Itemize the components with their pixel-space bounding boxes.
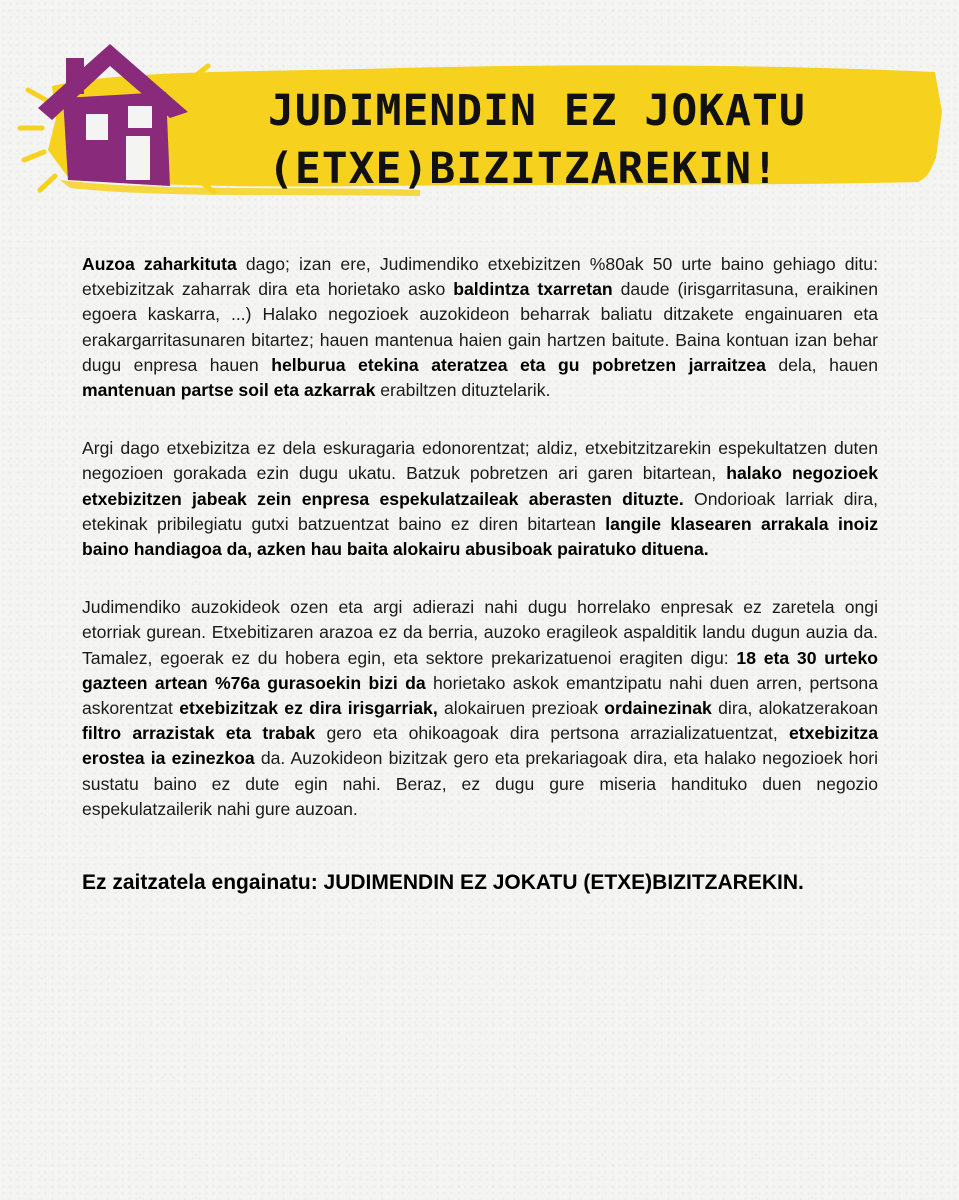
closing-statement: Ez zaitzatela engainatu: JUDIMENDIN EZ JOKATU (ETXE)BIZITZAREKIN. (82, 871, 804, 895)
bold-run: langile klasearen arrakala inoiz baino handiagoa da, azken hau baita alokairu abusiboak pairatuko dituena. (82, 513, 879, 560)
title-line-1: JUDIMENDIN EZ JOKATU (268, 86, 806, 136)
text-run: dira, alokatzerakoan (711, 698, 878, 719)
body-text (82, 252, 878, 897)
text-run: erabiltzen dituztelarik. (375, 380, 551, 401)
bold-run: halako negozioek etxebizitzen jabeak zein enpresa espekulatzaileak aberasten dituzte. (82, 463, 879, 509)
bold-run: 18 eta 30 urteko gazteen artean %76a gurasoekin bizi da (82, 647, 878, 693)
bold-run: etxebizitza erostea ia ezinezkoa (82, 723, 878, 769)
text-run: da. Auzokideon bizitzak gero eta prekariagoak dira, eta halako negozioek hori sustatu baino ez dute egin nahi. Beraz, ez dugu gure miseria handituko duen negozio espekulatzailerik nahi gure auzoan. (82, 748, 878, 819)
bold-run: etxebizitzak ez dira irisgarriak, (179, 698, 438, 719)
text-run: Ondorioak larriak dira, etekinak pribilegiatu gutxi batzuentzat baino ez diren bitartean (82, 488, 878, 534)
house-window-right (128, 106, 152, 128)
house-door (126, 136, 150, 180)
text-run: alokairuen prezioak (437, 698, 605, 719)
text-run: daude (irisgarritasuna, eraikinen egoera kaskarra, ...) Halako negozioek auzokideon beharrak baliatu ditzakete engainuaren eta erakargarritasunaren bitartez; hauen mantenua haien gain hartzen baitute. Baina kontuan izan behar dugu enpresa hauen (82, 279, 878, 375)
text-run: dago; izan ere, Judimendiko etxebizitzen %80ak 50 urte baino gehiago ditu: etxebizitzak zaharrak dira eta horietako asko (82, 254, 878, 300)
house-body (63, 92, 170, 186)
text-run: Argi dago etxebizitza ez dela eskuragaria edonorentzat; aldiz, etxebitzitzarekin espekultatzen duten negozioen gorakada ezin dugu ukatu. Batzuk pobretzen ari garen bitartean, (82, 438, 878, 484)
text-run: gero eta ohikoagoak dira pertsona arrazializatuentzat, (315, 723, 790, 744)
paragraph-3 (82, 595, 878, 822)
house-icon (18, 36, 198, 186)
title-line-2: (ETXE)BIZITZAREKIN! (268, 144, 779, 194)
text-run: dela, hauen (765, 354, 878, 375)
paragraph-2 (82, 436, 878, 562)
bold-run: mantenuan partse soil eta azkarrak (82, 380, 376, 401)
text-run: Judimendiko auzokideok ozen eta argi adierazi nahi dugu horrelako enpresak ez zaretela ongi etorriak gurean. Etxebitizaren arazoa ez da berria, auzoko eragileok aspalditik landu dugun auzia da. Tamalez, egoerak ez du hobera egin, eta sektore prekarizatuenoi eragiten digu: (82, 597, 878, 668)
page-title (268, 82, 908, 198)
house-window-left (86, 114, 108, 140)
bold-run: filtro arrazistak eta trabak (82, 723, 316, 744)
text-run: horietako askok emantzipatu nahi duen arren, pertsona askorentzat (82, 672, 878, 719)
bold-run: helburua etekina ateratzea eta gu pobretzen jarraitzea (271, 354, 766, 375)
header-banner (0, 0, 959, 210)
bold-run: ordainezinak (604, 698, 712, 719)
bold-run: baldintza txarretan (453, 279, 613, 300)
bold-run: Auzoa zaharkituta (82, 254, 237, 274)
paragraph-1 (82, 252, 878, 403)
house-chimney (66, 58, 84, 94)
